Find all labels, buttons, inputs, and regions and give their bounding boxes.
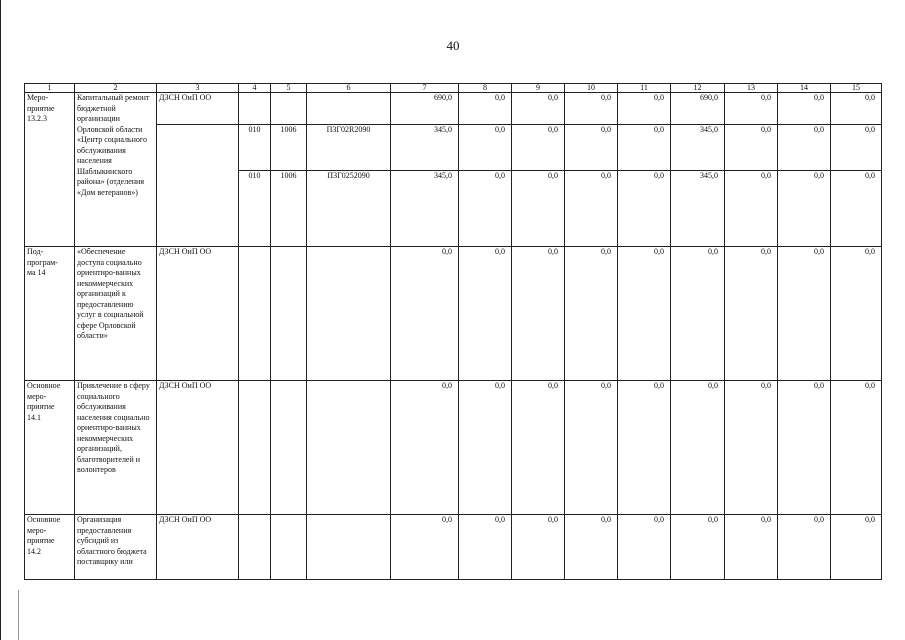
cell-value: 0,0	[778, 247, 831, 381]
budget-table	[24, 83, 882, 580]
activity-code: Под- програм- ма 14	[25, 247, 75, 381]
cell-csr: П3Г0252090	[307, 171, 391, 247]
responsible-executor-empty	[157, 125, 239, 247]
cell-value: 0,0	[565, 171, 618, 247]
cell-grbs	[239, 381, 271, 515]
cell-value: 0,0	[831, 381, 882, 515]
cell-value: 0,0	[831, 515, 882, 580]
left-margin-rule-lower	[18, 590, 19, 640]
cell-value: 0,0	[391, 247, 459, 381]
cell-value: 0,0	[512, 93, 565, 125]
cell-value: 0,0	[618, 93, 671, 125]
cell-value: 0,0	[618, 125, 671, 171]
column-header: 1	[25, 84, 75, 93]
responsible-executor: ДЗСН ОиП ОО	[157, 381, 239, 515]
cell-rzpr: 1006	[271, 125, 307, 171]
column-header: 5	[271, 84, 307, 93]
column-header: 10	[565, 84, 618, 93]
table-row	[25, 515, 882, 580]
cell-value: 0,0	[778, 93, 831, 125]
cell-value: 0,0	[459, 171, 512, 247]
cell-value: 0,0	[565, 381, 618, 515]
cell-value: 0,0	[565, 93, 618, 125]
cell-value: 0,0	[459, 381, 512, 515]
cell-value: 0,0	[618, 381, 671, 515]
activity-name: Организация предоставления субсидий из областного бюджета поставщику или	[75, 515, 157, 580]
cell-value: 0,0	[391, 381, 459, 515]
activity-code: Меро- приятие 13.2.3	[25, 93, 75, 247]
cell-grbs: 010	[239, 171, 271, 247]
column-header: 2	[75, 84, 157, 93]
cell-value: 0,0	[565, 515, 618, 580]
cell-value: 0,0	[671, 515, 725, 580]
activity-code: Основное меро- приятие 14.1	[25, 381, 75, 515]
cell-value: 345,0	[391, 125, 459, 171]
cell-value: 0,0	[831, 247, 882, 381]
cell-value: 0,0	[725, 515, 778, 580]
cell-rzpr	[271, 381, 307, 515]
column-header: 7	[391, 84, 459, 93]
activity-name: «Обеспечение доступа социально ориентиро-ванных некоммерческих организаций к предоставлению услуг в социальной сфере Орловской области»	[75, 247, 157, 381]
cell-value: 0,0	[725, 125, 778, 171]
cell-csr	[307, 381, 391, 515]
column-header: 13	[725, 84, 778, 93]
cell-value: 345,0	[391, 171, 459, 247]
cell-value: 0,0	[512, 247, 565, 381]
page-number: 40	[446, 38, 460, 53]
cell-rzpr: 1006	[271, 171, 307, 247]
activity-name: Капитальный ремонт бюджетной организации Орловской области «Центр социального обслуживания населения Шаблыкинского района» (отделения «Дом ветеранов»)	[75, 93, 157, 247]
cell-csr: П3Г02R2090	[307, 125, 391, 171]
column-header: 6	[307, 84, 391, 93]
cell-value: 0,0	[565, 125, 618, 171]
responsible-executor: ДЗСН ОиП ОО	[157, 93, 239, 125]
cell-value: 0,0	[391, 515, 459, 580]
cell-csr	[307, 247, 391, 381]
cell-value: 0,0	[618, 247, 671, 381]
cell-value: 0,0	[831, 171, 882, 247]
column-header: 4	[239, 84, 271, 93]
column-header: 11	[618, 84, 671, 93]
cell-value: 0,0	[512, 125, 565, 171]
cell-rzpr	[271, 515, 307, 580]
cell-value: 0,0	[831, 125, 882, 171]
column-header: 8	[459, 84, 512, 93]
cell-rzpr	[271, 247, 307, 381]
cell-value: 0,0	[778, 515, 831, 580]
cell-value: 0,0	[671, 247, 725, 381]
cell-value: 0,0	[459, 125, 512, 171]
cell-grbs: 010	[239, 125, 271, 171]
cell-value: 0,0	[512, 381, 565, 515]
cell-value: 0,0	[459, 247, 512, 381]
cell-value: 0,0	[778, 125, 831, 171]
responsible-executor: ДЗСН ОиП ОО	[157, 247, 239, 381]
activity-name: Привлечение в сферу социального обслуживания населения социально ориентиро-ванных некоммерческих организаций, благотворителей и волонтеров	[75, 381, 157, 515]
cell-value: 0,0	[512, 515, 565, 580]
cell-value: 0,0	[725, 381, 778, 515]
cell-value: 0,0	[512, 171, 565, 247]
cell-value: 0,0	[725, 247, 778, 381]
cell-value: 0,0	[725, 93, 778, 125]
table-row	[25, 247, 882, 381]
cell-value: 690,0	[391, 93, 459, 125]
cell-value: 0,0	[618, 515, 671, 580]
table-row	[25, 93, 882, 125]
cell-value: 0,0	[459, 93, 512, 125]
cell-value: 345,0	[671, 171, 725, 247]
responsible-executor: ДЗСН ОиП ОО	[157, 515, 239, 580]
cell-value: 0,0	[778, 171, 831, 247]
cell-csr	[307, 515, 391, 580]
cell-value: 0,0	[831, 93, 882, 125]
left-margin-rule	[0, 0, 1, 640]
column-header: 9	[512, 84, 565, 93]
cell-value: 0,0	[459, 515, 512, 580]
column-header: 3	[157, 84, 239, 93]
cell-value: 0,0	[725, 171, 778, 247]
column-number-row	[25, 84, 882, 93]
cell-grbs	[239, 93, 271, 125]
cell-csr	[307, 93, 391, 125]
cell-rzpr	[271, 93, 307, 125]
column-header: 12	[671, 84, 725, 93]
cell-value: 345,0	[671, 125, 725, 171]
cell-value: 0,0	[671, 381, 725, 515]
cell-value: 690,0	[671, 93, 725, 125]
cell-value: 0,0	[618, 171, 671, 247]
column-header: 14	[778, 84, 831, 93]
cell-value: 0,0	[778, 381, 831, 515]
cell-grbs	[239, 515, 271, 580]
cell-grbs	[239, 247, 271, 381]
cell-value: 0,0	[565, 247, 618, 381]
column-header: 15	[831, 84, 882, 93]
activity-code: Основное меро- приятие 14.2	[25, 515, 75, 580]
table-row	[25, 381, 882, 515]
